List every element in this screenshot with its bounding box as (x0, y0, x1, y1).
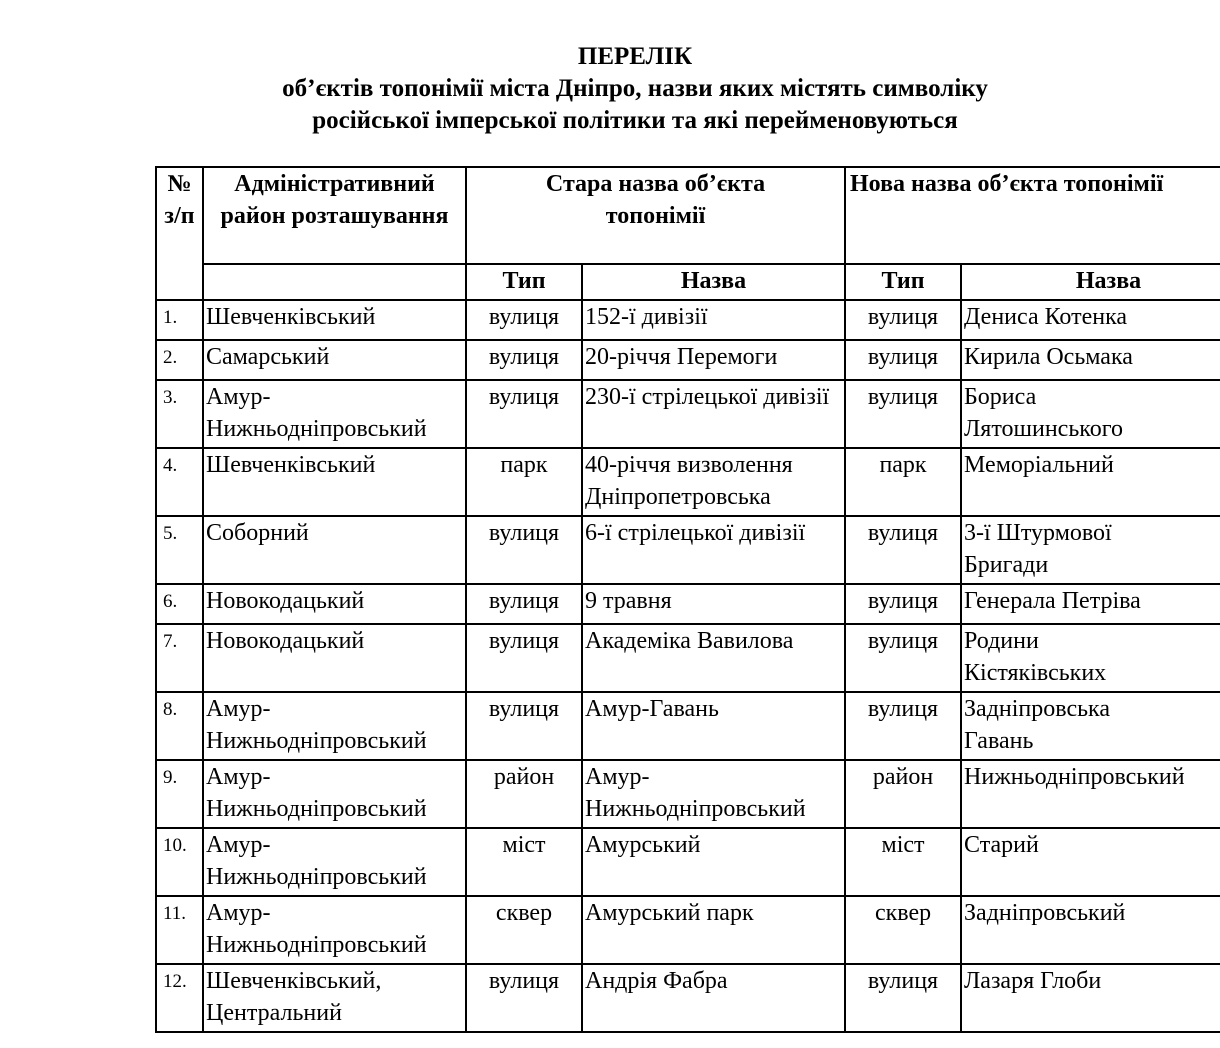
row-old-name: 6-ї стрілецької дивізії (582, 516, 845, 584)
row-district: Шевченківський, Центральний (203, 964, 466, 1032)
row-number: 12. (156, 964, 203, 1032)
row-old-name: Амур-Гавань (582, 692, 845, 760)
header-district: Адміністративний район розташування (203, 167, 466, 264)
header-row-sub (156, 264, 1220, 300)
row-number: 3. (156, 380, 203, 448)
row-number: 11. (156, 896, 203, 964)
row-new-name: Дениса Котенка (961, 300, 1220, 340)
document-title (0, 41, 1220, 137)
row-new-type: вулиця (845, 380, 961, 448)
row-new-name: Старий (961, 828, 1220, 896)
table-row (156, 964, 1220, 1032)
row-old-name: Академіка Вавилова (582, 624, 845, 692)
row-old-type: вулиця (466, 516, 582, 584)
row-number: 10. (156, 828, 203, 896)
row-new-type: міст (845, 828, 961, 896)
row-old-name: 230-ї стрілецької дивізії (582, 380, 845, 448)
row-number: 8. (156, 692, 203, 760)
row-new-type: сквер (845, 896, 961, 964)
toponym-table (155, 166, 1220, 1033)
row-old-name: Амур-Нижньодніпровський (582, 760, 845, 828)
row-number: 9. (156, 760, 203, 828)
row-old-type: вулиця (466, 380, 582, 448)
row-old-name: 9 травня (582, 584, 845, 624)
row-number: 6. (156, 584, 203, 624)
row-district: Новокодацький (203, 584, 466, 624)
row-old-name: 40-річчя визволення Дніпропетровська (582, 448, 845, 516)
row-number: 7. (156, 624, 203, 692)
row-new-type: вулиця (845, 584, 961, 624)
table-row (156, 692, 1220, 760)
row-new-name: Меморіальний (961, 448, 1220, 516)
row-new-name: Бориса Лятошинського (961, 380, 1220, 448)
table-container (155, 166, 1220, 1048)
title-line-1: ПЕРЕЛІК (577, 43, 693, 70)
header-new-type: Тип (845, 264, 961, 300)
row-new-name: Задніпровський (961, 896, 1220, 964)
header-new-name-sub: Назва (961, 264, 1220, 300)
header-district-empty (203, 264, 466, 300)
row-district: Амур-Нижньодніпровський (203, 692, 466, 760)
row-old-type: вулиця (466, 692, 582, 760)
table-row (156, 624, 1220, 692)
row-district: Соборний (203, 516, 466, 584)
row-new-type: вулиця (845, 692, 961, 760)
row-old-type: вулиця (466, 340, 582, 380)
row-new-type: вулиця (845, 516, 961, 584)
row-old-name: Андрія Фабра (582, 964, 845, 1032)
row-district: Шевченківський (203, 448, 466, 516)
row-old-type: міст (466, 828, 582, 896)
row-old-type: вулиця (466, 964, 582, 1032)
row-number: 1. (156, 300, 203, 340)
row-number: 2. (156, 340, 203, 380)
row-new-name: Кирила Осьмака (961, 340, 1220, 380)
row-new-type: вулиця (845, 964, 961, 1032)
row-district: Амур-Нижньодніпровський (203, 380, 466, 448)
row-new-name: Родини Кістяківських (961, 624, 1220, 692)
row-old-name: 20-річчя Перемоги (582, 340, 845, 380)
table-row (156, 340, 1220, 380)
row-old-type: сквер (466, 896, 582, 964)
row-old-name: Амурський (582, 828, 845, 896)
table-row (156, 300, 1220, 340)
row-district: Амур-Нижньодніпровський (203, 896, 466, 964)
row-new-type: вулиця (845, 624, 961, 692)
row-old-type: парк (466, 448, 582, 516)
row-district: Амур-Нижньодніпровський (203, 760, 466, 828)
row-old-type: вулиця (466, 300, 582, 340)
header-num: № з/п (156, 167, 203, 300)
row-district: Амур-Нижньодніпровський (203, 828, 466, 896)
row-new-type: район (845, 760, 961, 828)
row-new-name: Генерала Петріва (961, 584, 1220, 624)
header-new-name: Нова назва об’єкта топонімії (845, 167, 1220, 264)
title-line-2: об’єктів топонімії міста Дніпро, назви яких містять символіку (282, 75, 988, 102)
header-old-type: Тип (466, 264, 582, 300)
row-old-type: вулиця (466, 584, 582, 624)
row-new-type: вулиця (845, 340, 961, 380)
table-row (156, 380, 1220, 448)
title-line-3: російської імперської політики та які перейменовуються (312, 107, 958, 134)
row-district: Самарський (203, 340, 466, 380)
row-new-name: Лазаря Глоби (961, 964, 1220, 1032)
row-new-name: Задніпровська Гавань (961, 692, 1220, 760)
row-new-name: 3-ї Штурмової Бригади (961, 516, 1220, 584)
table-row (156, 828, 1220, 896)
header-old-name-sub: Назва (582, 264, 845, 300)
row-old-name: 152-ї дивізії (582, 300, 845, 340)
row-new-type: вулиця (845, 300, 961, 340)
header-row-main (156, 167, 1220, 264)
row-district: Новокодацький (203, 624, 466, 692)
table-row (156, 896, 1220, 964)
row-district: Шевченківський (203, 300, 466, 340)
row-new-name: Нижньодніпровський (961, 760, 1220, 828)
row-number: 4. (156, 448, 203, 516)
table-row (156, 584, 1220, 624)
header-old-name: Стара назва об’єкта топонімії (466, 167, 845, 264)
row-new-type: парк (845, 448, 961, 516)
row-old-type: вулиця (466, 624, 582, 692)
table-row (156, 516, 1220, 584)
row-old-type: район (466, 760, 582, 828)
table-row (156, 448, 1220, 516)
row-number: 5. (156, 516, 203, 584)
table-row (156, 760, 1220, 828)
row-old-name: Амурський парк (582, 896, 845, 964)
